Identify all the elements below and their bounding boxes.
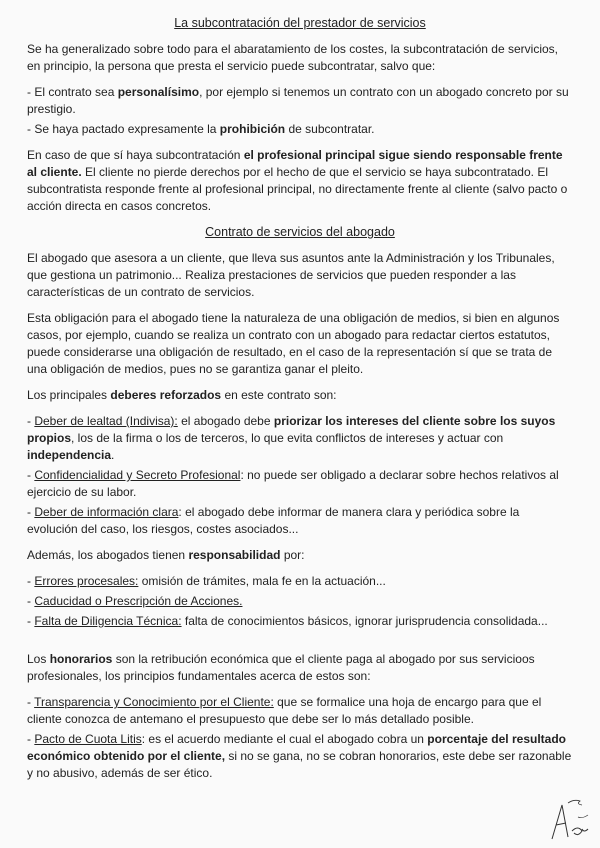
document-page bbox=[27, 15, 573, 791]
section-heading-contrato-abogado: Contrato de servicios del abogado bbox=[205, 225, 395, 239]
section-heading-subcontratacion: La subcontratación del prestador de servicios bbox=[174, 16, 426, 30]
list-item-deber-lealtad: - Deber de lealtad (Indivisa): el abogado debe priorizar los intereses del cliente sobre los suyos propios, los de la firma o los de terceros, lo que evita conflictos de intereses y actuar con independencia. bbox=[27, 414, 556, 462]
list-item-falta-diligencia: - Falta de Diligencia Técnica: falta de conocimientos básicos, ignorar jurisprudencia consolidada... bbox=[27, 614, 548, 628]
paragraph-obligacion-medios: Esta obligación para el abogado tiene la naturaleza de una obligación de medios, si bien en algunos casos, por ejemplo, cuando se realiza un contrato con un abogado para redactar ciertos estatutos, puede considerarse una obligación de resultado, en el caso de la representación sí que se trata de una obligación de medios, pues no se garantiza ganar el pleito. bbox=[27, 311, 560, 376]
list-item-transparencia: - Transparencia y Conocimiento por el Cliente: que se formalice una hoja de encargo para que el cliente conozca de antemano el presupuesto que debe ser lo más detallado posible. bbox=[27, 695, 542, 726]
list-item-confidencialidad: - Confidencialidad y Secreto Profesional: no puede ser obligado a declarar sobre hechos relativos al ejercicio de su labor. bbox=[27, 468, 559, 499]
paragraph-intro-subcontratacion: Se ha generalizado sobre todo para el abaratamiento de los costes, la subcontratación de servicios, en principio, la persona que presta el servicio puede subcontratar, salvo que: bbox=[27, 42, 558, 73]
list-item-caducidad: - Caducidad o Prescripción de Acciones. bbox=[27, 594, 243, 608]
list-item-prohibicion: - Se haya pactado expresamente la prohibición de subcontratar. bbox=[27, 122, 375, 136]
signature-mark bbox=[548, 795, 594, 843]
paragraph-honorarios: Los honorarios son la retribución económica que el cliente paga al abogado por sus servicioos profesionales, los principios fundamentales acerca de estos son: bbox=[27, 652, 535, 683]
list-item-personalisimo: - El contrato sea personalísimo, por ejemplo si tenemos un contrato con un abogado concreto por su prestigio. bbox=[27, 85, 569, 116]
paragraph-deberes-reforzados: Los principales deberes reforzados en este contrato son: bbox=[27, 388, 337, 402]
list-item-cuota-litis: - Pacto de Cuota Litis: es el acuerdo mediante el cual el abogado cobra un porcentaje del resultado económico obtenido por el cliente, si no se gana, no se cobran honorarios, este debe ser razonable y no abusivo, además de ser ético. bbox=[27, 732, 572, 780]
list-item-errores-procesales: - Errores procesales: omisión de trámites, mala fe en la actuación... bbox=[27, 574, 386, 588]
paragraph-abogado-asesora: El abogado que asesora a un cliente, que lleva sus asuntos ante la Administración y los Tribunales, que gestiona un patrimonio... Realiza prestaciones de servicios que pueden responder a las características de un contrato de servicios. bbox=[27, 251, 555, 299]
paragraph-responsabilidad: Además, los abogados tienen responsabilidad por: bbox=[27, 548, 305, 562]
paragraph-responsabilidad-subcontratacion: En caso de que sí haya subcontratación el profesional principal sigue siendo responsable frente al cliente. El cliente no pierde derechos por el hecho de que el servicio se haya subcontratado. El subcontratista responde frente al profesional principal, no directamente frente al cliente (salvo pacto o acción directa en casos concretos. bbox=[27, 148, 568, 213]
list-item-informacion-clara: - Deber de información clara: el abogado debe informar de manera clara y periódica sobre la evolución del caso, los riesgos, costes asociados... bbox=[27, 505, 520, 536]
